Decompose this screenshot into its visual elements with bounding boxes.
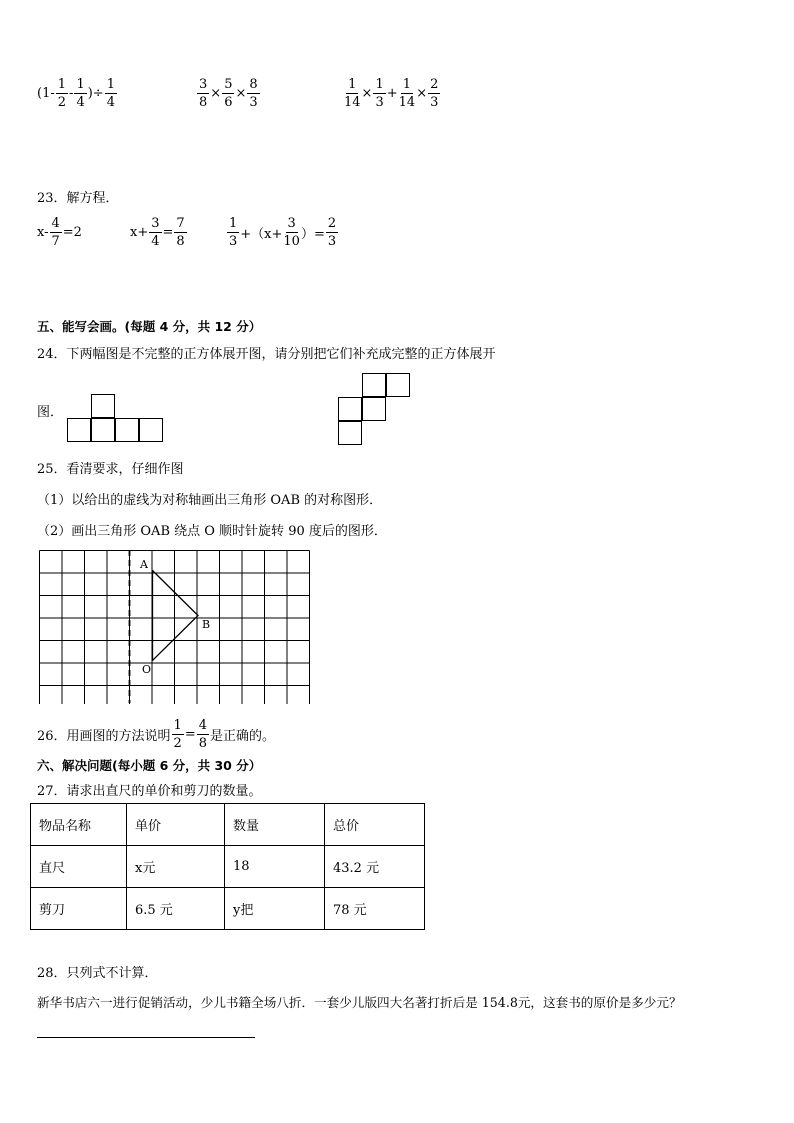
fraction — [149, 217, 161, 248]
table-cell: 6.5 元 — [127, 888, 225, 930]
denominator: 3 — [375, 95, 384, 110]
table-cell: x元 — [127, 846, 225, 888]
denominator: 3 — [327, 234, 337, 249]
net-square — [139, 418, 163, 442]
expr-a-open: (1- — [37, 86, 55, 101]
section-5-title: 五、能写会画。(每题 4 分，共 12 分） — [37, 319, 262, 334]
fraction — [227, 217, 239, 248]
eq1-post: =2 — [62, 225, 82, 240]
numerator: 3 — [199, 77, 208, 92]
numerator: 4 — [51, 216, 60, 231]
expression-b — [196, 78, 261, 109]
numerator: 1 — [229, 216, 238, 231]
question-25-sub1: （1）以给出的虚线为对称轴画出三角形 OAB 的对称图形． — [37, 493, 383, 508]
numerator: 1 — [76, 77, 85, 92]
equals-sign: = — [184, 727, 196, 742]
expression-c — [343, 78, 441, 109]
question-24-text-2: 图． — [37, 405, 64, 420]
equation-2 — [130, 217, 188, 248]
q26-pre: 26．用画图的方法说明 — [37, 729, 171, 744]
table-cell: 直尺 — [31, 846, 127, 888]
table-cell: 18 — [225, 846, 325, 888]
fraction — [174, 217, 186, 248]
equation-3 — [226, 217, 339, 248]
operator: × — [361, 86, 373, 101]
operator: + — [386, 86, 398, 101]
operator: × — [210, 86, 222, 101]
table-header-cell: 单价 — [127, 804, 225, 846]
denominator: 2 — [173, 736, 182, 751]
label-o: O — [142, 663, 152, 676]
denominator: 8 — [198, 736, 208, 751]
table-header-cell: 总价 — [325, 804, 425, 846]
denominator: 8 — [199, 95, 208, 110]
eq3-close: ）= — [300, 227, 325, 242]
operator: × — [416, 86, 428, 101]
question-25-title: 25．看清要求，仔细作图 — [37, 462, 184, 477]
fraction — [283, 217, 300, 248]
table-header-cell: 数量 — [225, 804, 325, 846]
numerator: 3 — [151, 216, 160, 231]
fraction — [172, 719, 184, 750]
net-square — [362, 373, 386, 397]
table-cell: 43.2 元 — [325, 846, 425, 888]
denominator: 4 — [106, 95, 115, 110]
fraction — [56, 78, 68, 109]
net-square — [91, 418, 115, 442]
section-6-title: 六、解决问题(每小题 6 分，共 30 分） — [37, 758, 262, 773]
denominator: 3 — [229, 234, 238, 249]
numerator: 1 — [173, 718, 182, 733]
table-header-cell: 物品名称 — [31, 804, 127, 846]
denominator: 3 — [430, 95, 439, 110]
fraction — [399, 78, 416, 109]
table-cell: y把 — [225, 888, 325, 930]
net-square — [386, 373, 410, 397]
denominator: 4 — [76, 95, 85, 110]
net-square — [338, 421, 362, 445]
numerator: 2 — [430, 77, 439, 92]
fraction — [74, 78, 86, 109]
fraction — [197, 719, 209, 750]
numerator: 5 — [224, 77, 233, 92]
operator: - — [69, 86, 74, 101]
eq2-pre: x+ — [130, 225, 149, 240]
label-b: B — [202, 618, 211, 631]
fraction — [373, 78, 385, 109]
numerator: 1 — [375, 77, 384, 92]
triangle-oab — [153, 571, 199, 661]
table-cell: 78 元 — [325, 888, 425, 930]
question-28-title: 28．只列式不计算． — [37, 966, 158, 981]
question-24-text: 24．下两幅图是不完整的正方体展开图，请分别把它们补充成完整的正方体展开 — [37, 347, 496, 362]
question-28-text: 新华书店六一进行促销活动，少儿书籍全场八折．一套少儿版四大名著打折后是 154.8元，这套书的原价是多少元？ — [37, 995, 682, 1010]
net-square — [67, 418, 91, 442]
denominator: 10 — [283, 234, 300, 249]
numerator: 7 — [176, 216, 185, 231]
denominator: 2 — [57, 95, 67, 110]
denominator: 14 — [344, 95, 361, 110]
fraction — [326, 217, 338, 248]
net-square — [115, 418, 139, 442]
numerator: 1 — [402, 77, 412, 92]
numerator: 2 — [327, 216, 337, 231]
numerator: 4 — [198, 718, 208, 733]
numerator: 1 — [57, 77, 67, 92]
question-27-title: 27．请求出直尺的单价和剪刀的数量。 — [37, 784, 262, 799]
operator: × — [235, 86, 247, 101]
drawing-grid — [38, 549, 314, 704]
eq1-pre: x- — [37, 225, 49, 240]
fraction — [247, 78, 259, 109]
denominator: 6 — [224, 95, 233, 110]
label-a: A — [140, 558, 148, 571]
net-square — [338, 397, 362, 421]
denominator: 4 — [151, 234, 160, 249]
question-23-title: 23．解方程． — [37, 191, 119, 206]
fraction — [197, 78, 209, 109]
fraction — [105, 78, 117, 109]
answer-line — [37, 1037, 255, 1038]
q26-post: 是正确的。 — [210, 729, 276, 744]
operator: )÷ — [87, 86, 104, 101]
numerator: 1 — [348, 77, 357, 92]
table-row — [31, 846, 425, 888]
fraction — [222, 78, 234, 109]
equation-1 — [37, 217, 82, 248]
numerator: 8 — [249, 77, 258, 92]
net-square — [91, 394, 115, 418]
fraction — [344, 78, 361, 109]
numerator: 1 — [106, 77, 115, 92]
denominator: 14 — [398, 95, 416, 110]
denominator: 8 — [176, 234, 185, 249]
question-25-sub2: （2）画出三角形 OAB 绕点 O 顺时针旋转 90 度后的图形． — [37, 524, 387, 539]
table-row — [31, 888, 425, 930]
numerator: 3 — [287, 216, 296, 231]
question-26 — [37, 719, 275, 750]
table-cell: 剪刀 — [31, 888, 127, 930]
fraction — [50, 217, 62, 248]
eq3-mid: +（x+ — [240, 227, 283, 242]
equals-sign: = — [162, 225, 174, 240]
table-header-row — [31, 804, 425, 846]
denominator: 7 — [51, 234, 60, 249]
grid-lines — [40, 551, 310, 705]
fraction — [428, 78, 440, 109]
net-square — [362, 397, 386, 421]
denominator: 3 — [249, 95, 258, 110]
expression-a — [37, 78, 118, 109]
price-table — [30, 803, 425, 930]
